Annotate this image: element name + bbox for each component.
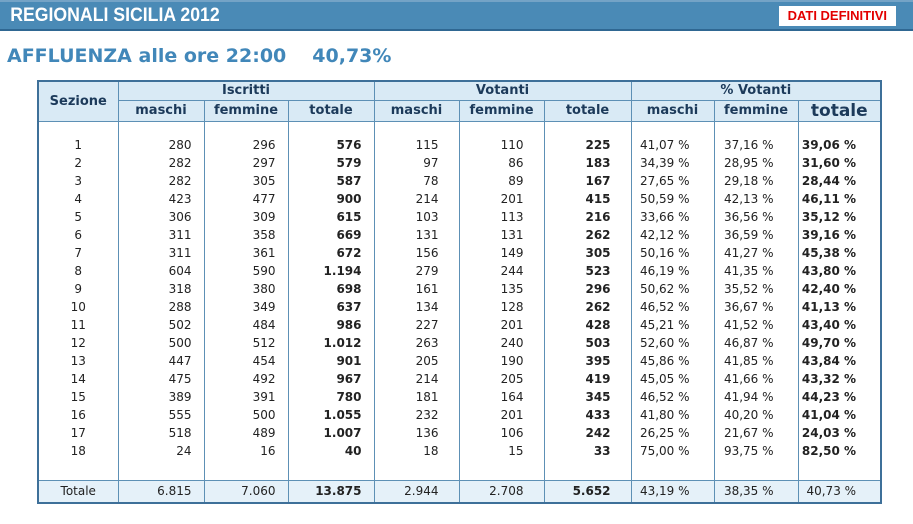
- cell-votanti-totale: 395: [544, 352, 631, 370]
- cell-iscritti-femmine: 361: [204, 244, 288, 262]
- total-percent-maschi: 43,19 %: [631, 480, 714, 503]
- total-iscritti-femmine: 7.060: [204, 480, 288, 503]
- cell-votanti-totale: 262: [544, 226, 631, 244]
- cell-percent-totale: 45,38 %: [798, 244, 881, 262]
- cell-iscritti-maschi: 502: [118, 316, 204, 334]
- cell-percent-maschi: 33,66 %: [631, 208, 714, 226]
- cell-votanti-totale: 33: [544, 442, 631, 460]
- cell-percent-maschi: 45,86 %: [631, 352, 714, 370]
- table-row: [38, 226, 881, 244]
- cell-percent-femmine: 41,85 %: [714, 352, 798, 370]
- total-votanti-totale: 5.652: [544, 480, 631, 503]
- cell-percent-femmine: 41,52 %: [714, 316, 798, 334]
- cell-percent-femmine: 41,94 %: [714, 388, 798, 406]
- subheader-iscritti-femmine: femmine: [204, 100, 288, 121]
- cell-votanti-maschi: 78: [374, 172, 459, 190]
- cell-votanti-maschi: 279: [374, 262, 459, 280]
- cell-votanti-femmine: 201: [459, 316, 544, 334]
- cell-percent-maschi: 50,62 %: [631, 280, 714, 298]
- cell-votanti-maschi: 263: [374, 334, 459, 352]
- results-table: [37, 80, 882, 504]
- cell-iscritti-totale: 579: [288, 154, 374, 172]
- cell-votanti-totale: 428: [544, 316, 631, 334]
- cell-iscritti-totale: 672: [288, 244, 374, 262]
- cell-percent-femmine: 46,87 %: [714, 334, 798, 352]
- cell-iscritti-femmine: 512: [204, 334, 288, 352]
- total-votanti-maschi: 2.944: [374, 480, 459, 503]
- cell-votanti-femmine: 106: [459, 424, 544, 442]
- cell-percent-maschi: 34,39 %: [631, 154, 714, 172]
- cell-iscritti-femmine: 349: [204, 298, 288, 316]
- cell-votanti-maschi: 136: [374, 424, 459, 442]
- cell-sezione: 3: [38, 172, 118, 190]
- status-badge: DATI DEFINITIVI: [779, 6, 896, 26]
- cell-sezione: 5: [38, 208, 118, 226]
- cell-votanti-femmine: 201: [459, 406, 544, 424]
- cell-votanti-totale: 216: [544, 208, 631, 226]
- cell-iscritti-totale: 900: [288, 190, 374, 208]
- total-percent-femmine: 38,35 %: [714, 480, 798, 503]
- cell-sezione: 17: [38, 424, 118, 442]
- cell-votanti-maschi: 214: [374, 190, 459, 208]
- cell-percent-totale: 49,70 %: [798, 334, 881, 352]
- cell-percent-totale: 24,03 %: [798, 424, 881, 442]
- cell-iscritti-maschi: 288: [118, 298, 204, 316]
- table-row: [38, 136, 881, 154]
- cell-iscritti-totale: 1.012: [288, 334, 374, 352]
- table-row: [38, 172, 881, 190]
- cell-percent-totale: 42,40 %: [798, 280, 881, 298]
- subheader-percent-femmine: femmine: [714, 100, 798, 121]
- cell-sezione: 11: [38, 316, 118, 334]
- cell-iscritti-totale: 1.055: [288, 406, 374, 424]
- cell-votanti-femmine: 131: [459, 226, 544, 244]
- cell-iscritti-maschi: 280: [118, 136, 204, 154]
- cell-iscritti-femmine: 297: [204, 154, 288, 172]
- cell-votanti-femmine: 110: [459, 136, 544, 154]
- cell-votanti-femmine: 201: [459, 190, 544, 208]
- cell-votanti-maschi: 214: [374, 370, 459, 388]
- cell-votanti-femmine: 15: [459, 442, 544, 460]
- group-header-iscritti: Iscritti: [118, 81, 374, 100]
- cell-percent-maschi: 26,25 %: [631, 424, 714, 442]
- cell-percent-femmine: 93,75 %: [714, 442, 798, 460]
- table-row: [38, 262, 881, 280]
- subheader-percent-maschi: maschi: [631, 100, 714, 121]
- cell-iscritti-femmine: 305: [204, 172, 288, 190]
- cell-percent-maschi: 46,19 %: [631, 262, 714, 280]
- cell-votanti-femmine: 89: [459, 172, 544, 190]
- cell-sezione: 12: [38, 334, 118, 352]
- subheader-iscritti-totale: totale: [288, 100, 374, 121]
- cell-iscritti-femmine: 489: [204, 424, 288, 442]
- table-row: [38, 334, 881, 352]
- table-footer: [38, 480, 881, 503]
- cell-votanti-totale: 262: [544, 298, 631, 316]
- subheader-iscritti-maschi: maschi: [118, 100, 204, 121]
- cell-votanti-maschi: 156: [374, 244, 459, 262]
- cell-sezione: 14: [38, 370, 118, 388]
- cell-iscritti-totale: 901: [288, 352, 374, 370]
- cell-percent-totale: 39,16 %: [798, 226, 881, 244]
- cell-percent-totale: 43,80 %: [798, 262, 881, 280]
- cell-percent-femmine: 29,18 %: [714, 172, 798, 190]
- cell-votanti-totale: 345: [544, 388, 631, 406]
- cell-votanti-totale: 433: [544, 406, 631, 424]
- cell-percent-femmine: 36,67 %: [714, 298, 798, 316]
- cell-iscritti-femmine: 492: [204, 370, 288, 388]
- cell-percent-totale: 31,60 %: [798, 154, 881, 172]
- cell-votanti-femmine: 205: [459, 370, 544, 388]
- cell-iscritti-femmine: 477: [204, 190, 288, 208]
- table-row: [38, 424, 881, 442]
- subheader-percent-totale: totale: [798, 100, 881, 121]
- cell-percent-femmine: 42,13 %: [714, 190, 798, 208]
- cell-percent-maschi: 52,60 %: [631, 334, 714, 352]
- cell-iscritti-totale: 587: [288, 172, 374, 190]
- cell-votanti-femmine: 113: [459, 208, 544, 226]
- cell-iscritti-maschi: 282: [118, 172, 204, 190]
- cell-iscritti-totale: 669: [288, 226, 374, 244]
- table-row: [38, 190, 881, 208]
- cell-percent-maschi: 50,16 %: [631, 244, 714, 262]
- total-votanti-femmine: 2.708: [459, 480, 544, 503]
- cell-votanti-maschi: 205: [374, 352, 459, 370]
- cell-sezione: 18: [38, 442, 118, 460]
- cell-iscritti-maschi: 389: [118, 388, 204, 406]
- cell-sezione: 13: [38, 352, 118, 370]
- total-iscritti-totale: 13.875: [288, 480, 374, 503]
- cell-percent-femmine: 36,59 %: [714, 226, 798, 244]
- table-row: [38, 208, 881, 226]
- affluenza-label: AFFLUENZA: [7, 45, 132, 67]
- cell-votanti-totale: 296: [544, 280, 631, 298]
- cell-iscritti-totale: 40: [288, 442, 374, 460]
- cell-iscritti-maschi: 555: [118, 406, 204, 424]
- cell-votanti-maschi: 227: [374, 316, 459, 334]
- cell-iscritti-maschi: 282: [118, 154, 204, 172]
- cell-iscritti-maschi: 423: [118, 190, 204, 208]
- cell-votanti-totale: 305: [544, 244, 631, 262]
- cell-votanti-maschi: 232: [374, 406, 459, 424]
- cell-votanti-femmine: 86: [459, 154, 544, 172]
- cell-iscritti-maschi: 311: [118, 226, 204, 244]
- cell-votanti-totale: 415: [544, 190, 631, 208]
- cell-votanti-maschi: 18: [374, 442, 459, 460]
- cell-sezione: 15: [38, 388, 118, 406]
- cell-iscritti-maschi: 24: [118, 442, 204, 460]
- table-row: [38, 298, 881, 316]
- cell-iscritti-femmine: 358: [204, 226, 288, 244]
- table-row: [38, 154, 881, 172]
- cell-votanti-femmine: 244: [459, 262, 544, 280]
- cell-percent-maschi: 27,65 %: [631, 172, 714, 190]
- cell-votanti-femmine: 149: [459, 244, 544, 262]
- group-header-row: [38, 81, 881, 100]
- cell-iscritti-femmine: 500: [204, 406, 288, 424]
- cell-percent-femmine: 41,66 %: [714, 370, 798, 388]
- cell-votanti-femmine: 240: [459, 334, 544, 352]
- cell-percent-maschi: 42,12 %: [631, 226, 714, 244]
- total-label: Totale: [38, 480, 118, 503]
- cell-percent-maschi: 41,07 %: [631, 136, 714, 154]
- cell-sezione: 4: [38, 190, 118, 208]
- cell-percent-femmine: 28,95 %: [714, 154, 798, 172]
- cell-percent-femmine: 21,67 %: [714, 424, 798, 442]
- cell-iscritti-femmine: 391: [204, 388, 288, 406]
- cell-sezione: 16: [38, 406, 118, 424]
- cell-percent-maschi: 45,05 %: [631, 370, 714, 388]
- cell-percent-femmine: 35,52 %: [714, 280, 798, 298]
- table-row: [38, 370, 881, 388]
- cell-percent-maschi: 41,80 %: [631, 406, 714, 424]
- cell-votanti-maschi: 134: [374, 298, 459, 316]
- cell-iscritti-totale: 967: [288, 370, 374, 388]
- cell-votanti-femmine: 190: [459, 352, 544, 370]
- cell-iscritti-totale: 615: [288, 208, 374, 226]
- subheader-votanti-totale: totale: [544, 100, 631, 121]
- cell-percent-totale: 39,06 %: [798, 136, 881, 154]
- cell-percent-totale: 35,12 %: [798, 208, 881, 226]
- sub-header-row: [38, 100, 881, 121]
- cell-percent-femmine: 36,56 %: [714, 208, 798, 226]
- cell-percent-femmine: 41,27 %: [714, 244, 798, 262]
- cell-votanti-femmine: 164: [459, 388, 544, 406]
- cell-iscritti-maschi: 306: [118, 208, 204, 226]
- cell-sezione: 1: [38, 136, 118, 154]
- table-row: [38, 244, 881, 262]
- cell-sezione: 9: [38, 280, 118, 298]
- cell-iscritti-femmine: 309: [204, 208, 288, 226]
- cell-iscritti-femmine: 16: [204, 442, 288, 460]
- table-row: [38, 280, 881, 298]
- cell-iscritti-totale: 698: [288, 280, 374, 298]
- cell-percent-totale: 43,32 %: [798, 370, 881, 388]
- cell-iscritti-maschi: 500: [118, 334, 204, 352]
- cell-percent-maschi: 75,00 %: [631, 442, 714, 460]
- table-row: [38, 442, 881, 460]
- table-row: [38, 352, 881, 370]
- group-header-votanti: Votanti: [374, 81, 631, 100]
- table-header: [38, 81, 881, 121]
- cell-iscritti-femmine: 454: [204, 352, 288, 370]
- cell-votanti-totale: 183: [544, 154, 631, 172]
- cell-iscritti-femmine: 380: [204, 280, 288, 298]
- cell-iscritti-maschi: 311: [118, 244, 204, 262]
- total-percent-totale: 40,73 %: [798, 480, 881, 503]
- cell-sezione: 8: [38, 262, 118, 280]
- subheader-votanti-maschi: maschi: [374, 100, 459, 121]
- table-row: [38, 316, 881, 334]
- cell-percent-totale: 44,23 %: [798, 388, 881, 406]
- cell-iscritti-totale: 1.194: [288, 262, 374, 280]
- cell-iscritti-femmine: 296: [204, 136, 288, 154]
- cell-iscritti-totale: 1.007: [288, 424, 374, 442]
- cell-votanti-totale: 503: [544, 334, 631, 352]
- page-title: REGIONALI SICILIA 2012: [10, 4, 220, 26]
- cell-percent-totale: 28,44 %: [798, 172, 881, 190]
- spacer-row-top: [38, 121, 881, 136]
- cell-percent-totale: 41,13 %: [798, 298, 881, 316]
- cell-iscritti-maschi: 318: [118, 280, 204, 298]
- cell-votanti-maschi: 97: [374, 154, 459, 172]
- cell-votanti-maschi: 103: [374, 208, 459, 226]
- cell-iscritti-maschi: 475: [118, 370, 204, 388]
- column-header-sezione: Sezione: [38, 81, 118, 121]
- cell-votanti-totale: 242: [544, 424, 631, 442]
- title-bar: [0, 0, 913, 31]
- cell-votanti-maschi: 181: [374, 388, 459, 406]
- cell-votanti-femmine: 135: [459, 280, 544, 298]
- cell-iscritti-totale: 637: [288, 298, 374, 316]
- cell-sezione: 7: [38, 244, 118, 262]
- cell-votanti-maschi: 131: [374, 226, 459, 244]
- cell-sezione: 6: [38, 226, 118, 244]
- affluenza-value: 40,73%: [312, 45, 392, 67]
- cell-iscritti-maschi: 447: [118, 352, 204, 370]
- table-row: [38, 406, 881, 424]
- cell-votanti-totale: 523: [544, 262, 631, 280]
- cell-percent-totale: 43,84 %: [798, 352, 881, 370]
- cell-percent-maschi: 50,59 %: [631, 190, 714, 208]
- cell-iscritti-femmine: 590: [204, 262, 288, 280]
- cell-percent-femmine: 37,16 %: [714, 136, 798, 154]
- cell-percent-totale: 43,40 %: [798, 316, 881, 334]
- cell-percent-totale: 41,04 %: [798, 406, 881, 424]
- affluenza-line: [7, 45, 913, 67]
- spacer-row-bottom: [38, 460, 881, 480]
- cell-percent-femmine: 40,20 %: [714, 406, 798, 424]
- group-header-percent-votanti: % Votanti: [631, 81, 881, 100]
- cell-percent-maschi: 45,21 %: [631, 316, 714, 334]
- cell-iscritti-maschi: 604: [118, 262, 204, 280]
- cell-iscritti-totale: 576: [288, 136, 374, 154]
- subheader-votanti-femmine: femmine: [459, 100, 544, 121]
- total-iscritti-maschi: 6.815: [118, 480, 204, 503]
- cell-votanti-totale: 167: [544, 172, 631, 190]
- cell-iscritti-maschi: 518: [118, 424, 204, 442]
- cell-percent-femmine: 41,35 %: [714, 262, 798, 280]
- table-body: [38, 121, 881, 480]
- table-row: [38, 388, 881, 406]
- cell-votanti-femmine: 128: [459, 298, 544, 316]
- cell-votanti-totale: 225: [544, 136, 631, 154]
- cell-votanti-totale: 419: [544, 370, 631, 388]
- cell-sezione: 2: [38, 154, 118, 172]
- cell-percent-totale: 46,11 %: [798, 190, 881, 208]
- totals-row: [38, 480, 881, 503]
- cell-iscritti-totale: 780: [288, 388, 374, 406]
- cell-percent-maschi: 46,52 %: [631, 388, 714, 406]
- cell-sezione: 10: [38, 298, 118, 316]
- cell-percent-totale: 82,50 %: [798, 442, 881, 460]
- cell-iscritti-femmine: 484: [204, 316, 288, 334]
- cell-percent-maschi: 46,52 %: [631, 298, 714, 316]
- cell-votanti-maschi: 161: [374, 280, 459, 298]
- cell-votanti-maschi: 115: [374, 136, 459, 154]
- affluenza-time: alle ore 22:00: [138, 45, 287, 67]
- cell-iscritti-totale: 986: [288, 316, 374, 334]
